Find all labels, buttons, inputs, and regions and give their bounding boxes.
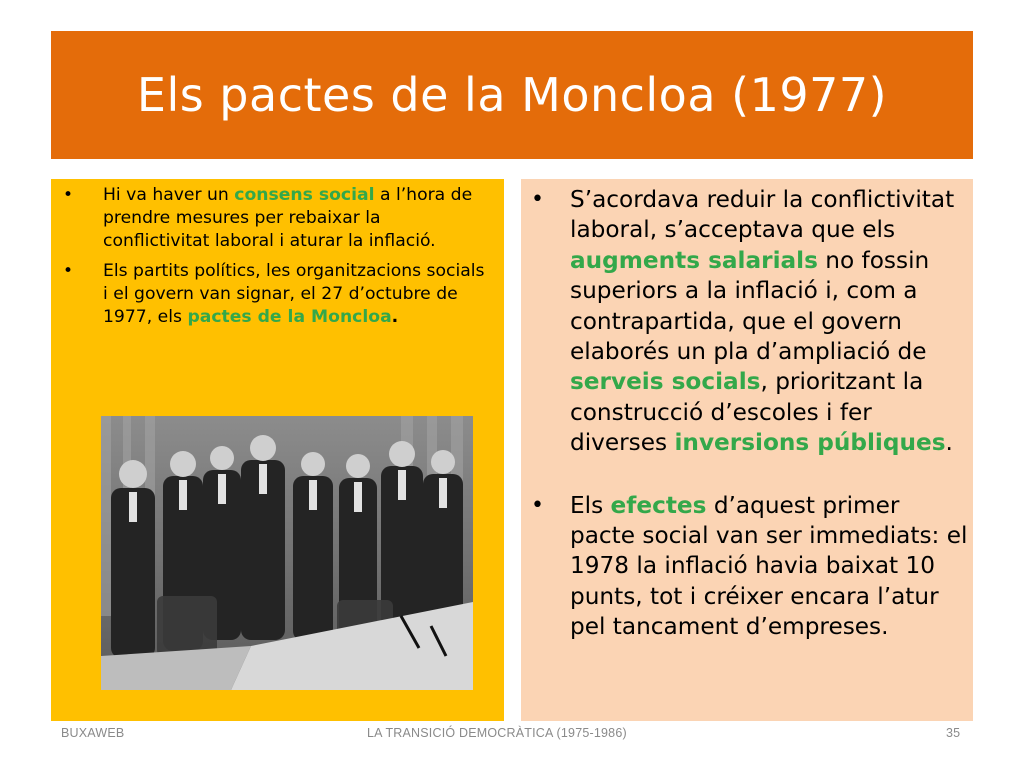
text-run: . (391, 307, 399, 327)
text-run: S’acordava reduir la conflictivitat laboral, s’acceptava que els (570, 186, 955, 244)
right-bullet-list (531, 185, 971, 643)
left-bullet-list (63, 184, 488, 336)
highlight-term: serveis socials (570, 368, 761, 396)
text-run: , prioritzant la construcció d’escoles i fer diverses (570, 368, 924, 457)
text-run: Els partits polítics, les organitzacions socials i el govern van signar, el 27 d’octubre de 1977, els (103, 261, 485, 327)
text-run: Els (570, 491, 611, 519)
highlight-term: augments salarials (570, 246, 818, 274)
left-bullet-2 (63, 260, 488, 329)
text-run: a l’hora de prendre mesures per rebaixar la conflictivitat laboral i aturar la inflació. (103, 185, 473, 251)
left-bullet-1 (63, 184, 488, 253)
photo-illustration (101, 416, 473, 690)
historical-photo (101, 416, 473, 690)
highlight-term: pactes de la Moncloa (187, 307, 392, 327)
bullet-icon: • (63, 261, 74, 281)
title-bar (51, 31, 973, 159)
text-run: Hi va haver un (103, 185, 235, 205)
page-number: 35 (946, 726, 961, 740)
bullet-icon: • (63, 185, 74, 205)
footer-left: BUXAWEB (61, 726, 125, 740)
right-bullet-1 (531, 185, 971, 459)
bullet-icon: • (531, 492, 544, 518)
text-run: no fossin superiors a la inflació i, com a contrapartida, que el govern elaborés un pla d’ampliació de (570, 246, 930, 366)
bullet-icon: • (531, 187, 544, 212)
text-run: d’aquest primer pacte social van ser immediats: el 1978 la inflació havia baixat 10 punts, tot i créixer encara l’atur pel tancament d’empreses. (570, 491, 968, 641)
text-run: . (945, 429, 953, 457)
right-bullet-2 (531, 491, 971, 643)
footer-center: LA TRANSICIÓ DEMOCRÀTICA (1975-1986) (367, 726, 627, 740)
highlight-term: efectes (610, 491, 707, 519)
highlight-term: consens social (234, 185, 375, 205)
right-panel (521, 179, 973, 721)
highlight-term: inversions públiques (674, 429, 946, 457)
slide-title: Els pactes de la Moncloa (1977) (136, 68, 888, 122)
